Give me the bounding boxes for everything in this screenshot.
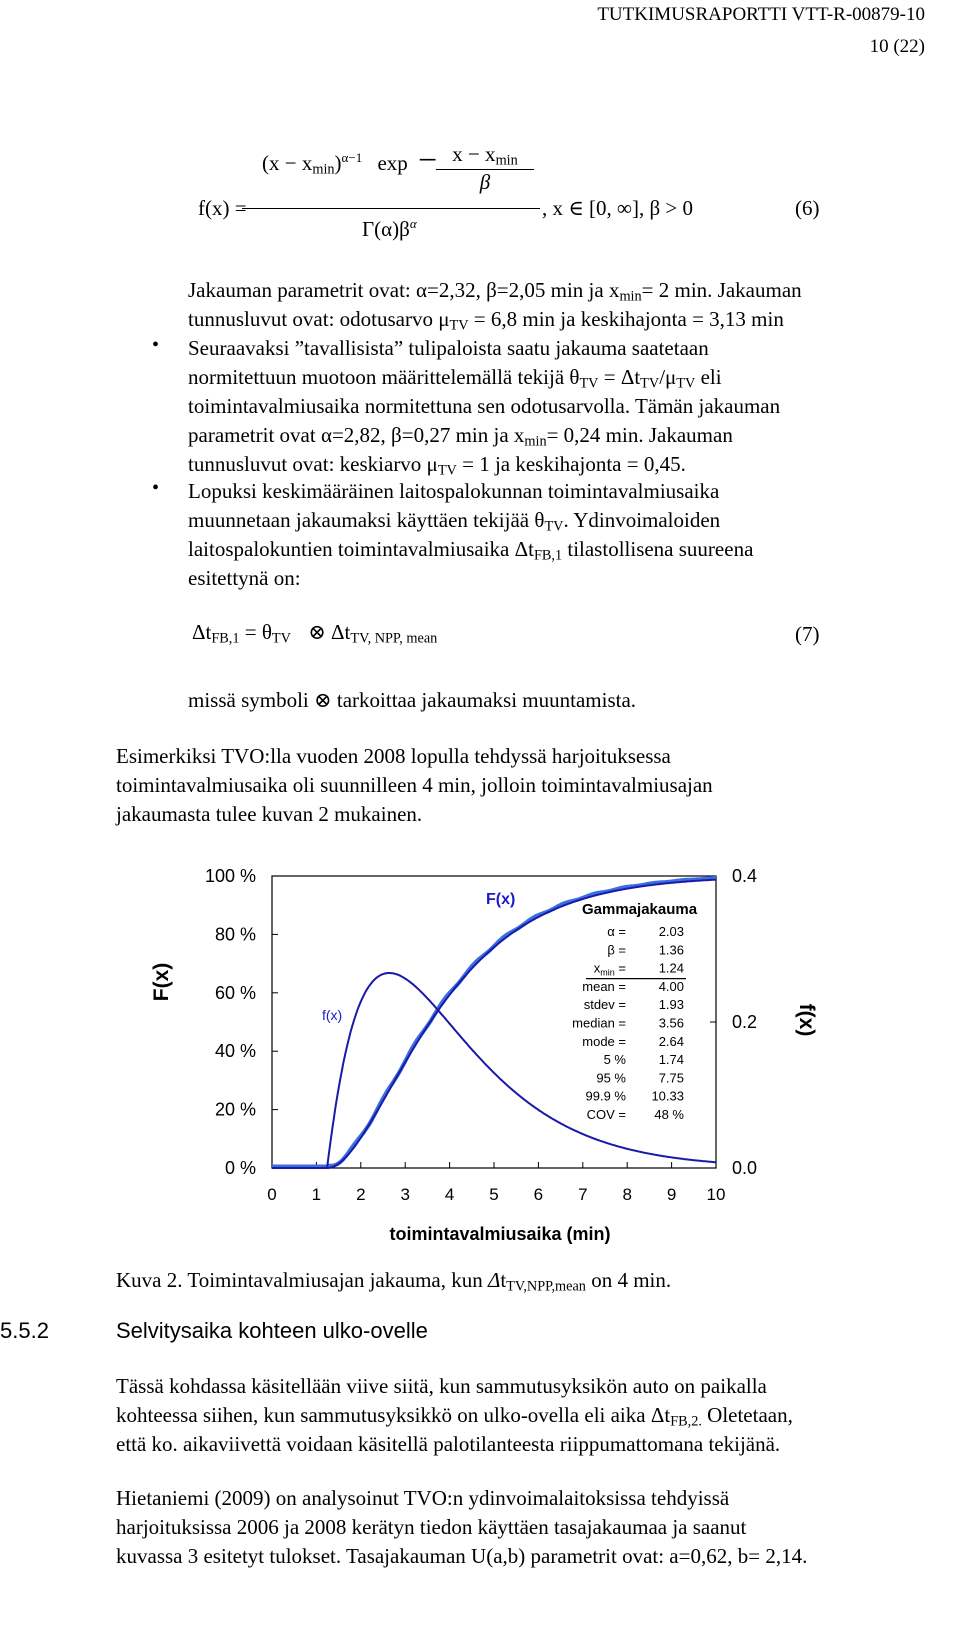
eq6-denominator: $\Gamma(\alpha)\beta^\alpha$	[362, 216, 417, 241]
x-tick-label: 4	[444, 1185, 455, 1204]
eq6-lhs: f(x) =	[198, 196, 247, 220]
eq6-numerator: $(x - x_{min})^{\alpha-1}$ exp	[262, 150, 408, 178]
legend-row-value: 7.75	[658, 1070, 684, 1086]
legend-row-value: 4.00	[658, 978, 684, 994]
legend-row-label: 5 %	[603, 1052, 626, 1068]
legend-row-label: COV =	[586, 1107, 626, 1122]
bullet-icon: •	[152, 477, 160, 499]
x-axis-label: toimintavalmiusaika (min)	[389, 1224, 611, 1244]
gamma-distribution-chart	[0, 850, 960, 1260]
bullet-icon: •	[152, 334, 160, 356]
symbol-explanation: missä symboli ⊗ tarkoittaa jakaumaksi muuntamista.	[188, 688, 637, 712]
legend-row-label: mode =	[582, 1033, 626, 1049]
legend-row-label: $x_{min}$ =	[593, 960, 626, 978]
figure-caption: Kuva 2. Toimintavalmiusajan jakauma, kun $\Delta t_{TV,NPP,mean}$ on 4 min.	[116, 1268, 672, 1295]
eq6-condition: , x ∈ [0, ∞], β > 0	[542, 196, 694, 220]
legend-row-label: mean =	[582, 978, 626, 994]
eq7-number: (7)	[795, 622, 820, 646]
y-left-tick-label: 80 %	[214, 924, 256, 945]
x-tick-label: 6	[533, 1185, 544, 1204]
x-tick-label: 9	[666, 1185, 677, 1204]
y-right-tick-label: 0.4	[732, 866, 758, 886]
legend-row-label: 99.9 %	[585, 1088, 626, 1104]
legend-row-value: 10.33	[651, 1088, 684, 1104]
equation-6: f(x) = $(x - x_{min})^{\alpha-1}$ exp $x - x_{min}$ β − $\Gamma(\alpha)\beta^\alpha$ , x ∈ [0, ∞], β > 0 (6)	[198, 142, 820, 241]
legend-row-value: 1.36	[658, 942, 684, 958]
params-paragraph: Jakauman parametrit ovat: α=2,32, β=2,05 min ja $x_{min}= 2$ min. Jakauman tunnusluvut ovat: odotusarvo $\mu_{TV} = 6,8$ min ja keskihajonta = 3,13 min	[188, 278, 802, 334]
x-tick-label: 3	[400, 1185, 410, 1204]
series-label-cdf: F(x)	[486, 891, 516, 908]
legend-row-value: 1.93	[658, 997, 684, 1013]
equation-7: $\Delta t_{FB,1} = \theta_{TV}$ ⊗ $\Delta t_{TV, NPP, mean}$	[192, 620, 438, 647]
legend-row-label: β =	[607, 942, 626, 958]
page-number: 10 (22)	[869, 36, 925, 57]
y-left-axis-label: F(x)	[150, 962, 173, 1002]
section-title: Selvitysaika kohteen ulko-ovelle	[116, 1318, 428, 1343]
eq6-number: (6)	[795, 196, 820, 220]
cdf-line	[272, 880, 716, 1168]
legend-row-value: 1.24	[658, 960, 684, 976]
legend-row-value: 48 %	[654, 1107, 684, 1122]
example-paragraph: Esimerkiksi TVO:lla vuoden 2008 lopulla tehdyssä harjoituksessa toimintavalmiusaika oli suunnilleen 4 min, jolloin toimintavalmiusajan jakaumasta tulee kuvan 2 mukainen.	[116, 744, 713, 826]
eq6-exp-fraction: $x - x_{min}$ β	[430, 142, 540, 195]
x-tick-label: 8	[622, 1185, 632, 1204]
y-right-axis-label: f(x)	[795, 1003, 818, 1037]
section-number: 5.5.2	[0, 1318, 49, 1343]
x-tick-label: 2	[356, 1185, 366, 1204]
x-tick-label: 0	[267, 1185, 277, 1204]
y-left-tick-label: 0 %	[224, 1158, 256, 1178]
legend-row-label: stdev =	[583, 997, 626, 1013]
y-left-tick-label: 60 %	[214, 982, 256, 1003]
y-left-tick-label: 40 %	[214, 1041, 256, 1062]
y-right-tick-label: 0.0	[732, 1158, 758, 1178]
legend-row-value: 2.64	[658, 1033, 684, 1049]
series-label-pdf: f(x)	[322, 1007, 343, 1023]
hietaniemi-paragraph: Hietaniemi (2009) on analysoinut TVO:n ydinvoimalaitoksissa tehdyissä harjoituksissa 2006 ja 2008 kerätyn tiedon käyttäen tasajakaumaa ja saanut kuvassa 3 esitetyt tulokset. Tasajakauman U(a,b) parametrit ovat: a=0,62, b= 2,14.	[116, 1486, 808, 1568]
report-id: TUTKIMUSRAPORTTI VTT-R-00879-10	[597, 4, 925, 25]
pdf-line	[272, 973, 716, 1168]
eq6-fraction-bar	[242, 208, 540, 209]
bullet-1: Seuraavaksi ”tavallisista” tulipaloista saatu jakauma saatetaan normitettuun muotoon määrittelemällä tekijä $\theta_{TV} = \Delta t_{TV}/\mu_{TV}$ eli toimintavalmiusaika normitettuna sen odotusarvolla. Tämän jakauman parametrit ovat α=2,82, β=0,27 min ja $x_{min}= 0,24$ min. Jakauman tunnusluvut ovat: keskiarvo $\mu_{TV} = 1$ ja keskihajonta = 0,45.	[188, 336, 781, 479]
y-left-tick-label: 100 %	[204, 866, 256, 886]
delay-paragraph: Tässä kohdassa käsitellään viive siitä, kun sammutusyksikön auto on paikalla kohteessa siihen, kun sammutusyksikkö on ulko-ovella eli aika $\Delta t_{FB,2.}$ Oletetaan, että ko. aikaviivettä voidaan käsitellä palotilanteesta riippumattomana tekijänä.	[116, 1374, 793, 1456]
y-left-tick-label: 20 %	[214, 1099, 256, 1120]
x-tick-label: 7	[578, 1185, 588, 1204]
legend-row-label: α =	[607, 924, 626, 939]
legend-row-value: 1.74	[658, 1052, 684, 1068]
y-right-tick-label: 0.2	[732, 1012, 758, 1032]
legend-row-value: 2.03	[658, 924, 684, 939]
x-tick-label: 10	[706, 1185, 726, 1204]
legend-row-label: median =	[572, 1015, 626, 1031]
legend-row-value: 3.56	[658, 1015, 684, 1031]
x-tick-label: 1	[311, 1185, 322, 1204]
legend-title: Gammajakauma	[582, 901, 698, 918]
bullet-2: Lopuksi keskimääräinen laitospalokunnan toimintavalmiusaika muunnetaan jakaumaksi käyttäen tekijää $\theta_{TV}$. Ydinvoimaloiden laitospalokuntien toimintavalmiusaika $\Delta t_{FB,1}$ tilastollisena suureena esitettynä on:	[188, 479, 754, 590]
legend-row-label: 95 %	[596, 1070, 626, 1086]
x-tick-label: 5	[489, 1185, 499, 1204]
